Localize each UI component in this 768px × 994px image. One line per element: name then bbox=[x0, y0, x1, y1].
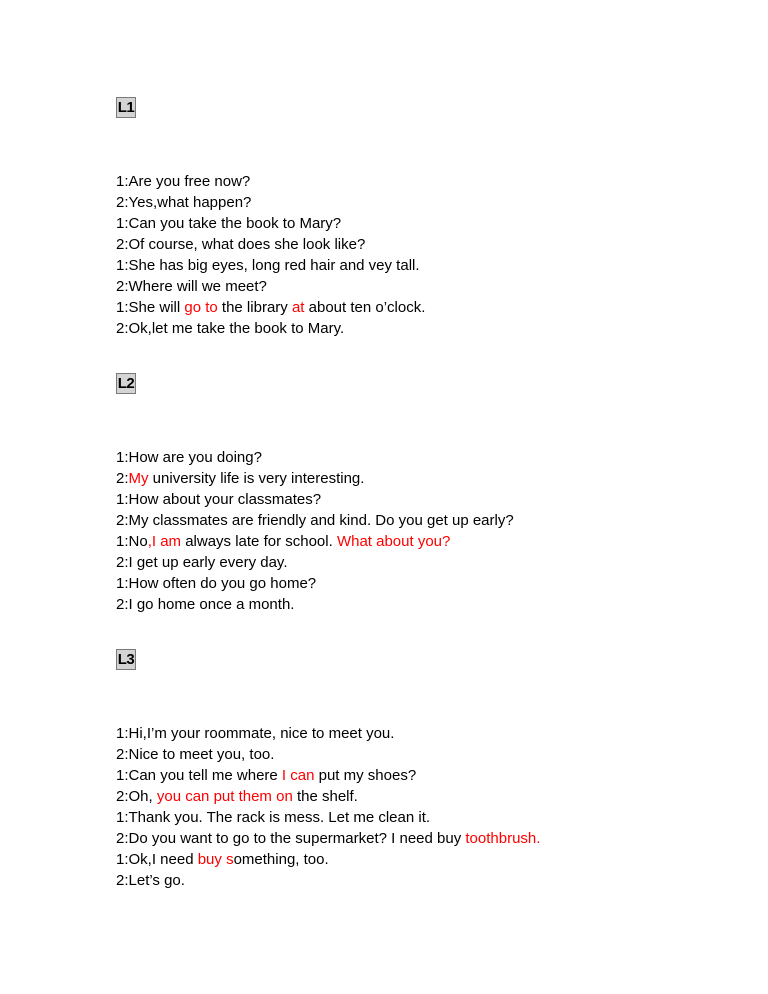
dialogue-line bbox=[116, 447, 736, 468]
dialogue-text: 2:Let’s go. bbox=[116, 872, 185, 889]
highlighted-text: at bbox=[291, 299, 305, 316]
dialogue-text: about ten o’clock. bbox=[304, 299, 426, 316]
dialogue-text: 2:Yes,what happen? bbox=[116, 194, 252, 211]
section-label: L1 bbox=[117, 99, 135, 116]
dialogue-text: 2: bbox=[116, 470, 129, 487]
dialogue-line bbox=[116, 234, 736, 255]
dialogue-text: 2:Of course, what does she look like? bbox=[116, 236, 366, 253]
dialogue-text: 1:Can you take the book to Mary? bbox=[116, 215, 342, 232]
dialogue-line bbox=[116, 531, 736, 552]
dialogue-text: 1:Hi,I’m your roommate, nice to meet you. bbox=[116, 725, 395, 742]
dialogue-text: 2:Ok,let me take the book to Mary. bbox=[116, 320, 345, 337]
dialogue-text: 1:Can you tell me where bbox=[116, 767, 282, 784]
dialogue-text: 1:Are you free now? bbox=[116, 173, 251, 190]
highlighted-text: I can bbox=[281, 767, 315, 784]
dialogue-text: 1:How often do you go home? bbox=[116, 575, 317, 592]
dialogue-line bbox=[116, 318, 736, 339]
dialogue-text: always late for school. bbox=[181, 533, 337, 550]
dialogue-line bbox=[116, 573, 736, 594]
dialogue-line bbox=[116, 744, 736, 765]
dialogue-line bbox=[116, 468, 736, 489]
dialogue-text: 2:Nice to meet you, too. bbox=[116, 746, 275, 763]
dialogue-text: put my shoes? bbox=[314, 767, 417, 784]
dialogue-line bbox=[116, 297, 736, 318]
dialogue bbox=[116, 723, 736, 891]
dialogue-text: 1:She will bbox=[116, 299, 185, 316]
dialogue-text: 1:Thank you. The rack is mess. Let me clean it. bbox=[116, 809, 431, 826]
dialogue-text: 2:I go home once a month. bbox=[116, 596, 295, 613]
dialogue-text: 2:Where will we meet? bbox=[116, 278, 267, 295]
highlighted-text: toothbrush. bbox=[465, 830, 541, 847]
dialogue-line bbox=[116, 213, 736, 234]
dialogue-text: 1:How about your classmates? bbox=[116, 491, 322, 508]
dialogue-line bbox=[116, 276, 736, 297]
dialogue bbox=[116, 447, 736, 615]
highlighted-text: you can put them on bbox=[156, 788, 293, 805]
dialogue-line bbox=[116, 765, 736, 786]
dialogue-text: 2:I get up early every day. bbox=[116, 554, 288, 571]
dialogue bbox=[116, 171, 736, 339]
dialogue-line bbox=[116, 171, 736, 192]
highlighted-text: ,I am bbox=[147, 533, 182, 550]
section-label: L3 bbox=[117, 651, 135, 668]
dialogue-text: 1:How are you doing? bbox=[116, 449, 262, 466]
dialogue-line bbox=[116, 489, 736, 510]
dialogue-text: 1:She has big eyes, long red hair and vey tall. bbox=[116, 257, 420, 274]
highlighted-text: What about you? bbox=[336, 533, 451, 550]
dialogue-text: the library bbox=[217, 299, 292, 316]
highlighted-text: buy s bbox=[197, 851, 234, 868]
dialogue-line bbox=[116, 849, 736, 870]
dialogue-line bbox=[116, 510, 736, 531]
dialogue-line bbox=[116, 723, 736, 744]
dialogue-text: 2:Oh, bbox=[116, 788, 157, 805]
highlighted-text: go to bbox=[184, 299, 218, 316]
dialogue-text: omething, too. bbox=[233, 851, 329, 868]
dialogue-line bbox=[116, 870, 736, 891]
dialogue-line bbox=[116, 594, 736, 615]
dialogue-line bbox=[116, 828, 736, 849]
dialogue-line bbox=[116, 255, 736, 276]
dialogue-line bbox=[116, 552, 736, 573]
dialogue-text: the shelf. bbox=[292, 788, 358, 805]
dialogue-line bbox=[116, 192, 736, 213]
dialogue-text: 1:Ok,I need bbox=[116, 851, 198, 868]
dialogue-text: 2:Do you want to go to the supermarket? I need buy bbox=[116, 830, 466, 847]
highlighted-text: My bbox=[128, 470, 149, 487]
dialogue-line bbox=[116, 786, 736, 807]
dialogue-text: university life is very interesting. bbox=[148, 470, 365, 487]
section-label: L2 bbox=[117, 375, 135, 392]
dialogue-text: 2:My classmates are friendly and kind. Do you get up early? bbox=[116, 512, 514, 529]
dialogue-text: 1:No bbox=[116, 533, 148, 550]
dialogue-line bbox=[116, 807, 736, 828]
